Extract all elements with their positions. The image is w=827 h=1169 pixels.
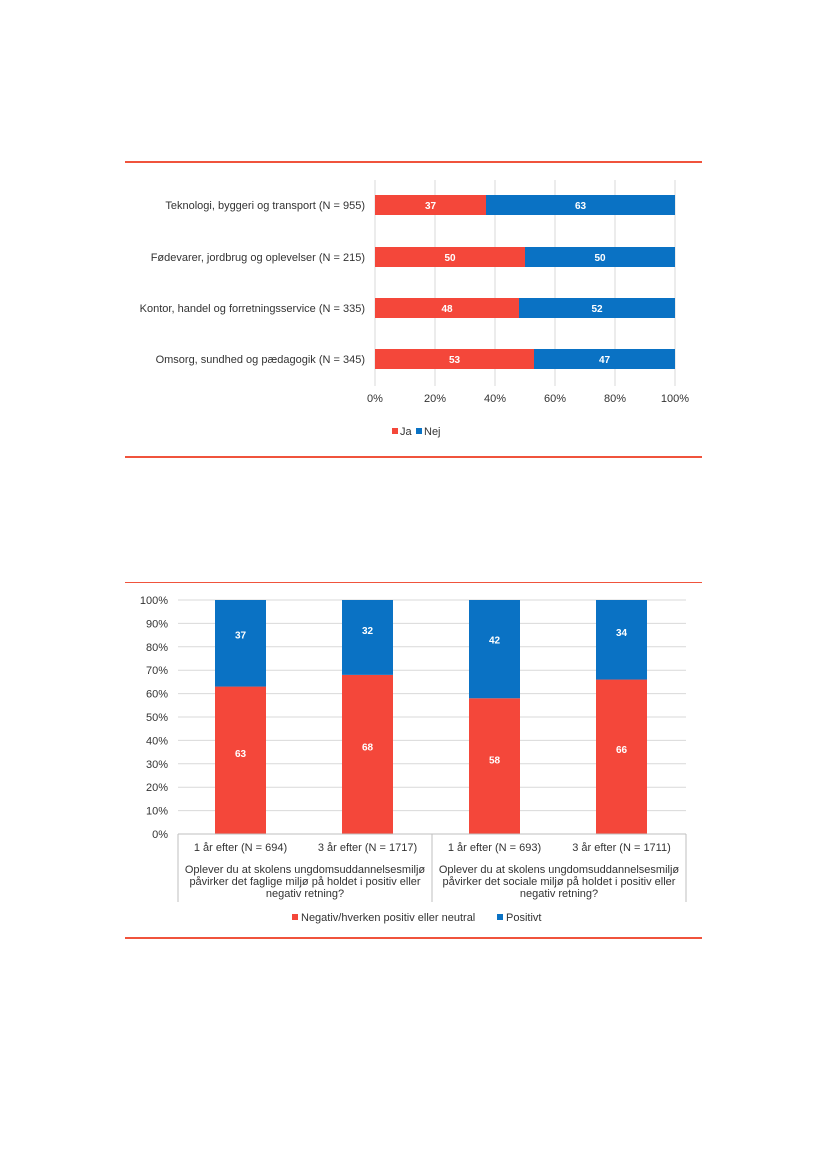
group-label: Oplever du at skolens ungdomsuddannelsesmiljø påvirker det sociale miljø på holdet i positiv eller negativ retning? — [438, 864, 680, 900]
category-label: 3 år efter (N = 1717) — [317, 842, 418, 854]
data-label: 50 — [594, 253, 606, 264]
y-tick-label: 10% — [145, 805, 168, 818]
legend-label: Negativ/hverken positiv eller neutral — [301, 912, 476, 924]
bar-negativ — [342, 675, 393, 834]
data-label: 37 — [424, 201, 437, 212]
data-label: 52 — [591, 304, 603, 315]
data-label: 58 — [488, 755, 501, 767]
group-label: Oplever du at skolens ungdomsuddannelsesmiljø påvirker det faglige miljø på holdet i positiv eller negativ retning? — [184, 864, 426, 900]
bar-negativ — [215, 687, 266, 834]
x-tick-label: 100% — [660, 393, 690, 405]
y-tick-label: 50% — [145, 712, 168, 724]
bar-negativ — [596, 680, 647, 834]
data-label: 47 — [598, 355, 611, 366]
legend-swatch-negativ — [292, 914, 298, 920]
bar-positivt — [215, 600, 266, 687]
legend-label: Ja — [400, 426, 412, 438]
category-label: Kontor, handel og forretningsservice (N = 335) — [139, 303, 365, 315]
data-label: 37 — [234, 630, 247, 642]
category-label: Fødevarer, jordbrug og oplevelser (N = 215) — [150, 252, 365, 264]
x-tick-label: 20% — [423, 393, 447, 405]
bar-positivt — [596, 600, 647, 680]
data-label: 34 — [615, 627, 628, 639]
legend-label: Positivt — [506, 912, 542, 924]
data-label: 53 — [448, 355, 461, 366]
bar-positivt — [469, 600, 520, 698]
category-label: 1 år efter (N = 694) — [193, 842, 288, 854]
x-tick-label: 60% — [543, 393, 567, 405]
y-tick-label: 30% — [145, 758, 168, 771]
data-label: 68 — [361, 742, 374, 754]
y-tick-label: 40% — [145, 735, 168, 748]
legend-label: Nej — [424, 426, 441, 438]
data-label: 48 — [441, 304, 453, 315]
y-tick-label: 80% — [145, 641, 168, 654]
category-label: 3 år efter (N = 1711) — [572, 842, 671, 854]
y-tick-label: 0% — [152, 829, 168, 841]
bar-positivt — [342, 600, 393, 675]
data-label: 42 — [488, 635, 501, 647]
data-label: 63 — [234, 748, 247, 760]
y-tick-label: 70% — [145, 665, 168, 678]
category-label: 1 år efter (N = 693) — [447, 842, 542, 854]
category-label: Teknologi, byggeri og transport (N = 955) — [165, 200, 365, 212]
data-label: 50 — [444, 253, 456, 264]
x-tick-label: 0% — [367, 393, 383, 405]
data-label: 63 — [574, 201, 587, 212]
x-tick-label: 80% — [603, 393, 627, 405]
y-tick-label: 20% — [145, 782, 168, 795]
data-label: 32 — [361, 625, 374, 637]
y-tick-label: 100% — [139, 595, 168, 607]
legend-swatch-positivt — [497, 914, 503, 920]
category-label: Omsorg, sundhed og pædagogik (N = 345) — [155, 354, 365, 366]
y-tick-label: 60% — [145, 688, 168, 701]
y-tick-label: 90% — [145, 618, 168, 631]
data-label: 66 — [615, 745, 628, 757]
x-tick-label: 40% — [483, 393, 507, 405]
